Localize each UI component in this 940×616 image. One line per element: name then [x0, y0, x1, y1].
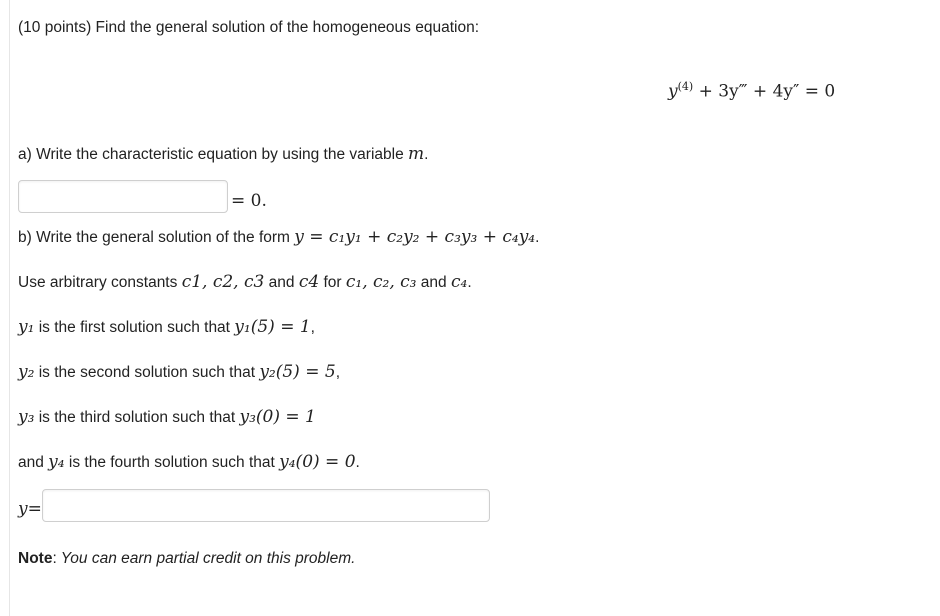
condition-y3: [18, 407, 316, 427]
eq-rest: + 3y‴ + 4y″ = 0: [693, 81, 836, 102]
part-b-suffix: .: [535, 229, 540, 246]
condition-end: ,: [335, 364, 340, 381]
condition-math: y₄(0) = 0: [279, 452, 356, 472]
constants-prefix: Use arbitrary constants: [18, 274, 182, 291]
constants-subs: c₁, c₂, c₃: [345, 272, 417, 292]
part-a-suffix: .: [424, 146, 429, 163]
eq-base: y: [668, 81, 678, 102]
note-colon: :: [52, 550, 57, 567]
condition-y2: [18, 362, 340, 382]
constants-for: for: [319, 274, 346, 291]
constants-c4: c4: [298, 272, 320, 292]
condition-var: y₃: [18, 407, 35, 427]
note-text: You can earn partial credit on this problem.: [56, 550, 356, 567]
condition-text: is the third solution such that: [34, 409, 240, 426]
condition-text: is the second solution such that: [34, 364, 260, 381]
condition-math: y₁(5) = 1: [234, 317, 311, 337]
condition-text: is the fourth solution such that: [64, 454, 280, 471]
condition-lead: and: [18, 454, 49, 471]
part-a-text: a) Write the characteristic equation by using the variable: [18, 146, 408, 163]
condition-var: y₂: [18, 362, 35, 382]
eq-order: (4): [677, 80, 694, 93]
note-label: Note: [18, 550, 53, 567]
condition-var: y₁: [18, 317, 35, 337]
constants-instruction: [18, 272, 472, 292]
part-b-prompt: [18, 227, 539, 247]
general-solution-input[interactable]: [42, 489, 490, 522]
condition-math: y₃(0) = 1: [239, 407, 316, 427]
constants-and2: and: [416, 274, 451, 291]
answer-label: y=: [18, 499, 42, 519]
condition-math: y₂(5) = 5: [259, 362, 336, 382]
note: [18, 550, 355, 568]
part-b-form: y = c₁y₁ + c₂y₂ + c₃y₃ + c₄y₄: [294, 227, 536, 247]
problem-header: (10 points) Find the general solution of the homogeneous equation:: [18, 19, 480, 36]
condition-y1: [18, 317, 315, 337]
differential-equation: [668, 80, 835, 102]
part-a-variable: m: [408, 144, 425, 164]
constants-list: c1, c2, c3: [181, 272, 265, 292]
constants-and1: and: [264, 274, 299, 291]
part-a-prompt: [18, 144, 428, 164]
characteristic-equation-input[interactable]: [18, 180, 228, 213]
part-b-text: b) Write the general solution of the form: [18, 229, 295, 246]
condition-y4: [18, 452, 360, 472]
constants-c4sub: c₄: [450, 272, 468, 292]
part-a-equals-zero: = 0.: [231, 191, 267, 211]
condition-end: ,: [310, 319, 315, 336]
condition-text: is the first solution such that: [34, 319, 235, 336]
condition-end: .: [355, 454, 360, 471]
condition-var: y₄: [48, 452, 65, 472]
constants-end: .: [467, 274, 472, 291]
